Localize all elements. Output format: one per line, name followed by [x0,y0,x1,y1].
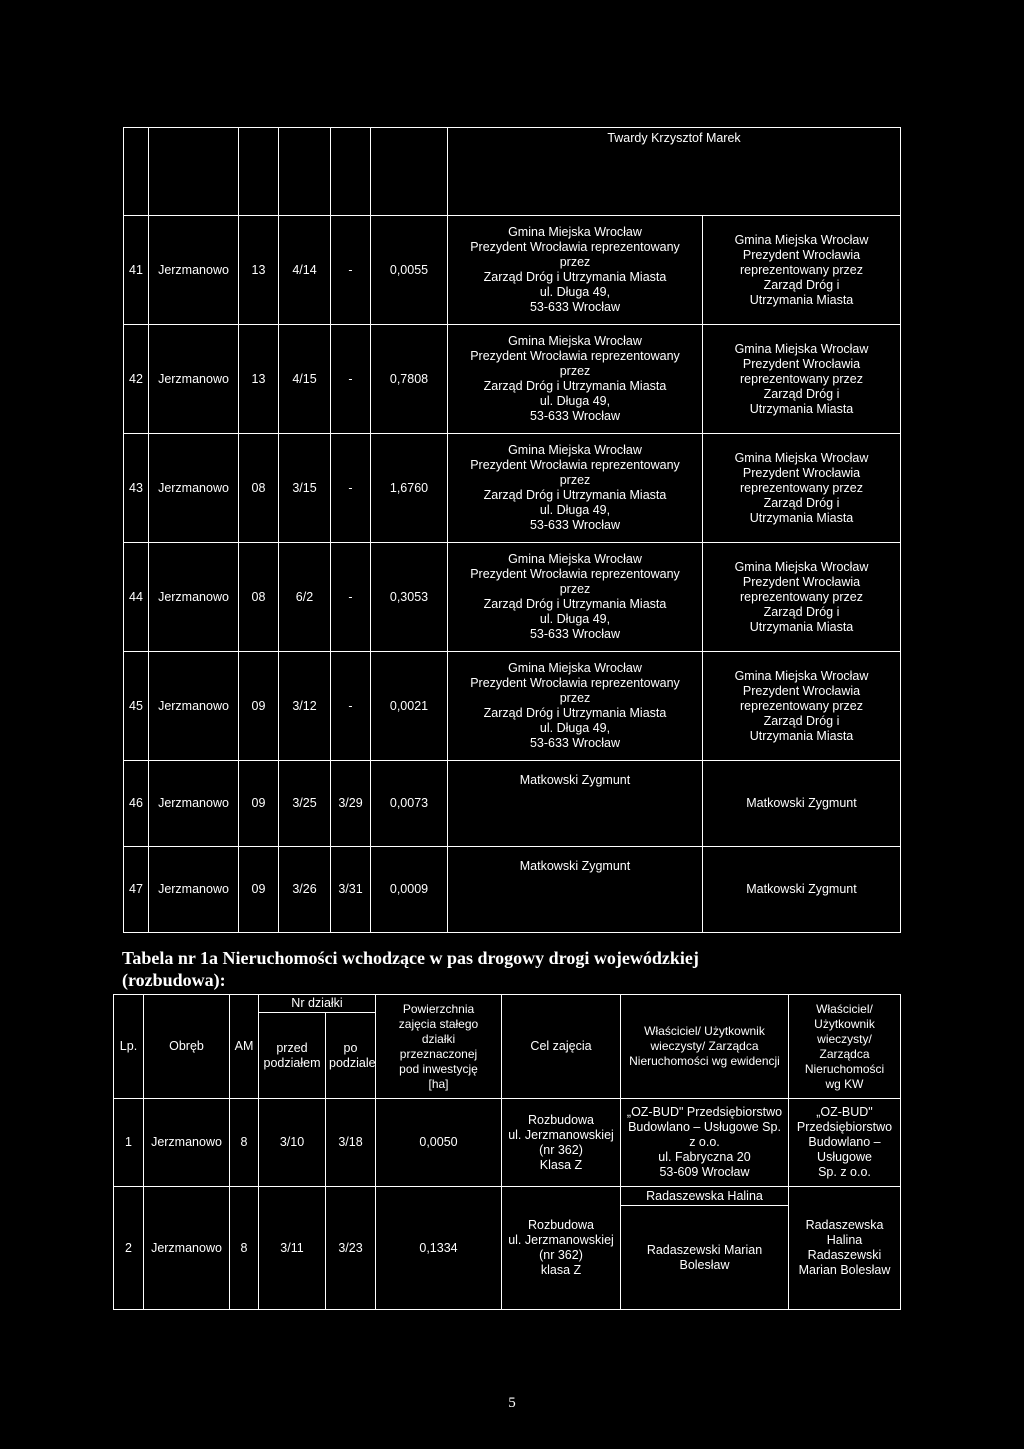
cell-obreb: Jerzmanowo [149,652,239,761]
cell-przed: 4/14 [279,216,331,325]
header-wlasciciel-kw: Właściciel/ Użytkownik wieczysty/ Zarządca Nieruchomości wg KW [789,995,901,1099]
parcels-table-1a [113,994,901,1310]
heading-line-1: Tabela nr 1a Nieruchomości wchodzące w pas drogowy drogi wojewódzkiej [122,948,699,968]
cell-przed: 3/25 [279,761,331,847]
cell-lp: 46 [124,761,149,847]
cell-po: 3/31 [331,847,371,933]
cell-cel: Rozbudowa ul. Jerzmanowskiej (nr 362) klasa Z [502,1187,621,1310]
cell-wlasciciel: „OZ-BUD" Przedsiębiorstwo Budowlano – Usługowe Sp. z o.o. ul. Fabryczna 20 53-609 Wrocław [621,1099,789,1187]
cell-wlasciciel-kw: Radaszewska Halina Radaszewski Marian Bolesław [789,1187,901,1310]
cell-lp: 44 [124,543,149,652]
cell-przed: 3/11 [259,1187,326,1310]
cell-wlasciciel-kw: Gmina Miejska Wrocław Prezydent Wrocławia reprezentowany przez Zarząd Dróg i Utrzymania Miasta [703,543,901,652]
cell-wlasciciel: Gmina Miejska Wrocław Prezydent Wrocławia reprezentowany przez Zarząd Dróg i Utrzymania Miasta ul. Długa 49, 53-633 Wrocław [448,652,703,761]
cell-po: - [331,325,371,434]
cell-lp: 42 [124,325,149,434]
header-wlasciciel: Właściciel/ Użytkownik wieczysty/ Zarządca Nieruchomości wg ewidencji [621,995,789,1099]
cell-po: - [331,216,371,325]
cell-obreb: Jerzmanowo [149,325,239,434]
cell-wlasciciel: Gmina Miejska Wrocław Prezydent Wrocławia reprezentowany przez Zarząd Dróg i Utrzymania Miasta ul. Długa 49, 53-633 Wrocław [448,216,703,325]
cell-obreb: Jerzmanowo [149,434,239,543]
cell-po: 3/23 [326,1187,376,1310]
cell-wlasciciel: Matkowski Zygmunt [448,847,703,933]
cell-po: - [331,543,371,652]
table-row [124,847,901,933]
cell-wlasciciel-kw: Gmina Miejska Wrocław Prezydent Wrocławia reprezentowany przez Zarząd Dróg i Utrzymania Miasta [703,325,901,434]
cell-wlasciciel-kw: „OZ-BUD" Przedsiębiorstwo Budowlano – Usługowe Sp. z o.o. [789,1099,901,1187]
cell-pow: 0,0021 [371,652,448,761]
cell-wlasciciel: Gmina Miejska Wrocław Prezydent Wrocławia reprezentowany przez Zarząd Dróg i Utrzymania Miasta ul. Długa 49, 53-633 Wrocław [448,325,703,434]
header-obreb: Obręb [144,995,230,1099]
table-row [124,128,901,216]
cell-am: 13 [239,216,279,325]
cell-po: - [331,652,371,761]
cell-am: 09 [239,652,279,761]
cell-lp: 41 [124,216,149,325]
cell-wlasciciel: Matkowski Zygmunt [448,761,703,847]
cell-pow: 0,0055 [371,216,448,325]
header-am: AM [230,995,259,1099]
cell-wlasciciel-kw: Matkowski Zygmunt [703,847,901,933]
cell-am: 08 [239,434,279,543]
cell-lp: 43 [124,434,149,543]
cell-wlasciciel-kw: Gmina Miejska Wrocław Prezydent Wrocławia reprezentowany przez Zarząd Dróg i Utrzymania Miasta [703,434,901,543]
cell-wlasciciel-kw: Gmina Miejska Wrocław Prezydent Wrocławia reprezentowany przez Zarząd Dróg i Utrzymania Miasta [703,216,901,325]
table-row [124,325,901,434]
cell-am: 8 [230,1099,259,1187]
cell-obreb: Jerzmanowo [144,1187,230,1310]
table-row [124,434,901,543]
page-number: 5 [508,1395,516,1411]
cell-wlasciciel: Gmina Miejska Wrocław Prezydent Wrocławia reprezentowany przez Zarząd Dróg i Utrzymania Miasta ul. Długa 49, 53-633 Wrocław [448,434,703,543]
heading-line-2: (rozbudowa): [122,970,226,990]
cell-przed: 3/26 [279,847,331,933]
cell-powierzchnia: 0,0050 [376,1099,502,1187]
table-row [124,543,901,652]
cell-lp: 47 [124,847,149,933]
cell-am: 13 [239,325,279,434]
cell-wlasciciel: Gmina Miejska Wrocław Prezydent Wrocławia reprezentowany przez Zarząd Dróg i Utrzymania Miasta ul. Długa 49, 53-633 Wrocław [448,543,703,652]
cell-pow: 0,0009 [371,847,448,933]
cell-przed: 3/12 [279,652,331,761]
cell-obreb: Jerzmanowo [149,761,239,847]
cell-am: 09 [239,761,279,847]
table-row [124,761,901,847]
cell-pow: 0,3053 [371,543,448,652]
cell-wlasciciel-kw: Gmina Miejska Wrocław Prezydent Wrocławia reprezentowany przez Zarząd Dróg i Utrzymania Miasta [703,652,901,761]
cell-lp: 1 [114,1099,144,1187]
cell-przed: 3/15 [279,434,331,543]
cell-wlasciciel-bottom: Radaszewski Marian Bolesław [621,1206,789,1310]
section-heading [122,947,912,991]
cell-obreb: Jerzmanowo [149,543,239,652]
cell-powierzchnia: 0,1334 [376,1187,502,1310]
cell-lp: 2 [114,1187,144,1310]
cell-obreb: Jerzmanowo [144,1099,230,1187]
header-row [114,995,901,1013]
cell-pow: 1,6760 [371,434,448,543]
cell-przed: 3/10 [259,1099,326,1187]
table-row [124,216,901,325]
cell-po: 3/18 [326,1099,376,1187]
table-row [114,1187,901,1206]
header-cel: Cel zajęcia [502,995,621,1099]
cell-po: - [331,434,371,543]
cell-lp: 45 [124,652,149,761]
cell-am: 8 [230,1187,259,1310]
cell-obreb: Jerzmanowo [149,216,239,325]
cell-am: 09 [239,847,279,933]
cell-przed: 6/2 [279,543,331,652]
header-nr-dzialki: Nr działki [259,995,376,1013]
cell-pow: 0,0073 [371,761,448,847]
cell-pow: 0,7808 [371,325,448,434]
header-lp: Lp. [114,995,144,1099]
cell-po: 3/29 [331,761,371,847]
cell-am: 08 [239,543,279,652]
cell-cel: Rozbudowa ul. Jerzmanowskiej (nr 362) Klasa Z [502,1099,621,1187]
cell-wlasciciel-top: Radaszewska Halina [621,1187,789,1206]
header-po: po podziale [326,1013,376,1099]
owner-cell: Twardy Krzysztof Marek [448,128,901,216]
cell-wlasciciel-kw: Matkowski Zygmunt [703,761,901,847]
header-przed: przed podziałem [259,1013,326,1099]
parcels-table-continued [123,127,901,933]
cell-obreb: Jerzmanowo [149,847,239,933]
header-powierzchnia: Powierzchnia zajęcia stałego działki przeznaczonej pod inwestycję [ha] [376,995,502,1099]
table-row [114,1099,901,1187]
table-row [124,652,901,761]
cell-przed: 4/15 [279,325,331,434]
